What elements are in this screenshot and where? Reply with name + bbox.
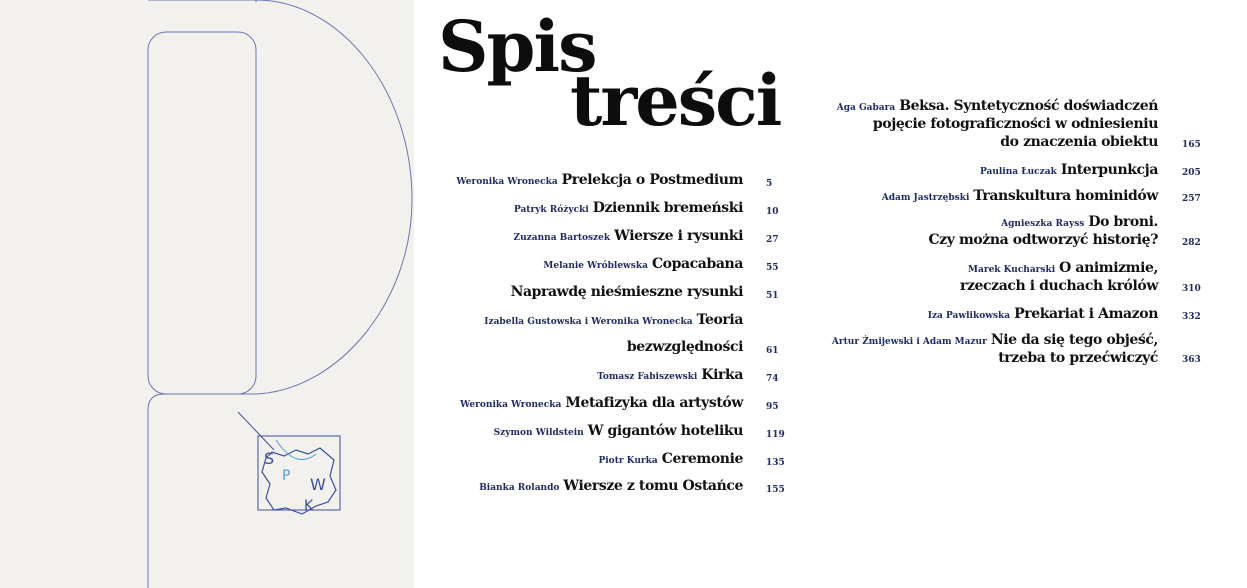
toc-title-line3: do znaczenia obiektu [1000, 134, 1158, 150]
toc-entry[interactable] [599, 451, 744, 467]
toc-title: Nie da się tego objeść, [990, 332, 1158, 348]
toc-author: Tomasz Fabiszewski [597, 372, 698, 382]
toc-author: Agnieszka Rayss [1001, 219, 1085, 229]
toc-title: Transkultura hominidów [973, 188, 1158, 204]
toc-entry[interactable] [484, 312, 743, 328]
toc-page-number: 27 [766, 235, 779, 245]
toc-page-number: 363 [1182, 355, 1201, 365]
toc-page-number: 119 [766, 430, 785, 440]
toc-page-number: 5 [766, 179, 773, 189]
toc-entry-continued[interactable] [1000, 134, 1158, 150]
toc-title: Teoria [696, 312, 743, 328]
toc-page-number: 61 [766, 346, 779, 356]
toc-author: Marek Kucharski [968, 265, 1056, 275]
toc-entry[interactable] [837, 98, 1158, 114]
toc-author: Weronika Wronecka [460, 400, 562, 410]
title-tresci: treści [570, 59, 781, 142]
toc-entry[interactable] [543, 256, 743, 272]
toc-entry[interactable] [514, 200, 743, 216]
toc-entry[interactable] [597, 367, 743, 383]
toc-page-number: 55 [766, 263, 779, 273]
toc-entry[interactable] [456, 172, 743, 188]
toc-page-number: 51 [766, 291, 779, 301]
toc-page-number: 135 [766, 458, 785, 468]
svg-text:S: S [264, 449, 275, 468]
toc-entry-continued[interactable] [998, 350, 1158, 366]
toc-title-line2: trzeba to przećwiczyć [998, 350, 1158, 366]
toc-author: Melanie Wróblewska [543, 261, 648, 271]
toc-page-number: 155 [766, 485, 785, 495]
toc-title-line2: pojęcie fotograficzności w odniesieniu [872, 116, 1158, 132]
toc-entry[interactable] [479, 478, 743, 494]
toc-title-line2: rzeczach i duchach królów [960, 278, 1158, 294]
toc-title: Naprawdę nieśmieszne rysunki [510, 284, 743, 300]
toc-entry-continued[interactable] [627, 339, 743, 355]
toc-entry-continued[interactable] [873, 116, 1158, 132]
large-letter-p-outline [0, 0, 414, 588]
toc-page-number: 205 [1182, 168, 1201, 178]
toc-entry[interactable] [882, 188, 1158, 204]
toc-entry[interactable] [494, 423, 743, 439]
toc-author: Iza Pawlikowska [927, 311, 1011, 321]
toc-title: Beksa. Syntetyczność doświadczeń [899, 98, 1158, 114]
toc-author: Bianka Rolando [479, 483, 560, 493]
toc-author: Piotr Kurka [598, 456, 658, 466]
toc-author: Paulina Łuczak [979, 167, 1057, 177]
toc-page-number: 310 [1182, 284, 1201, 294]
toc-page-number: 257 [1182, 194, 1201, 204]
toc-entry-continued[interactable] [928, 232, 1158, 248]
toc-entry[interactable] [460, 395, 743, 411]
title-spis: Spis [438, 5, 596, 88]
toc-entry[interactable] [980, 162, 1158, 178]
toc-entry[interactable] [511, 284, 743, 300]
toc-author: Weronika Wronecka [456, 177, 558, 187]
toc-page-number: 332 [1182, 312, 1201, 322]
spwk-stamp-logo [236, 410, 346, 520]
left-page-image [0, 0, 414, 588]
svg-text:P: P [282, 468, 291, 484]
toc-author: Patryk Różycki [513, 205, 589, 215]
toc-author: Zuzanna Bartoszek [513, 233, 611, 243]
toc-title: Interpunkcja [1060, 162, 1158, 178]
toc-title: Metafizyka dla artystów [565, 395, 743, 411]
toc-author: Izabella Gustowska i Weronika Wronecka [484, 317, 693, 327]
svg-text:W: W [310, 475, 326, 494]
toc-author: Aga Gabara [836, 103, 896, 113]
toc-title: Do broni. [1088, 214, 1158, 230]
toc-title: Prelekcja o Postmedium [561, 172, 743, 188]
toc-author: Artur Żmijewski i Adam Mazur [831, 337, 987, 347]
toc-title: Wiersze z tomu Ostańce [563, 478, 743, 494]
toc-title: O animizmie, [1059, 260, 1158, 276]
toc-title: Ceremonie [661, 451, 743, 467]
toc-entry-continued[interactable] [960, 278, 1158, 294]
toc-entry[interactable] [968, 260, 1158, 276]
toc-title: Dziennik bremeński [592, 200, 743, 216]
svg-text:K: K [304, 498, 314, 514]
toc-title: Kirka [701, 367, 743, 383]
toc-title: Prekariat i Amazon [1014, 306, 1158, 322]
toc-title-line2: Czy można odtworzyć historię? [928, 232, 1158, 248]
toc-page-number: 95 [766, 402, 779, 412]
toc-author: Szymon Wildstein [493, 428, 584, 438]
toc-entry[interactable] [928, 306, 1158, 322]
toc-title-line2: bezwzględności [626, 339, 743, 355]
toc-page-number: 10 [766, 207, 779, 217]
toc-page-number: 165 [1182, 140, 1201, 150]
toc-entry[interactable] [832, 332, 1158, 348]
toc-title: Copacabana [651, 256, 743, 272]
toc-title: Wiersze i rysunki [614, 228, 743, 244]
toc-author: Adam Jastrzębski [881, 193, 970, 203]
toc-page-number: 282 [1182, 238, 1201, 248]
toc-title: W gigantów hoteliku [587, 423, 743, 439]
toc-entry[interactable] [514, 228, 743, 244]
toc-page-number: 74 [766, 374, 779, 384]
toc-entry[interactable] [1001, 214, 1158, 230]
